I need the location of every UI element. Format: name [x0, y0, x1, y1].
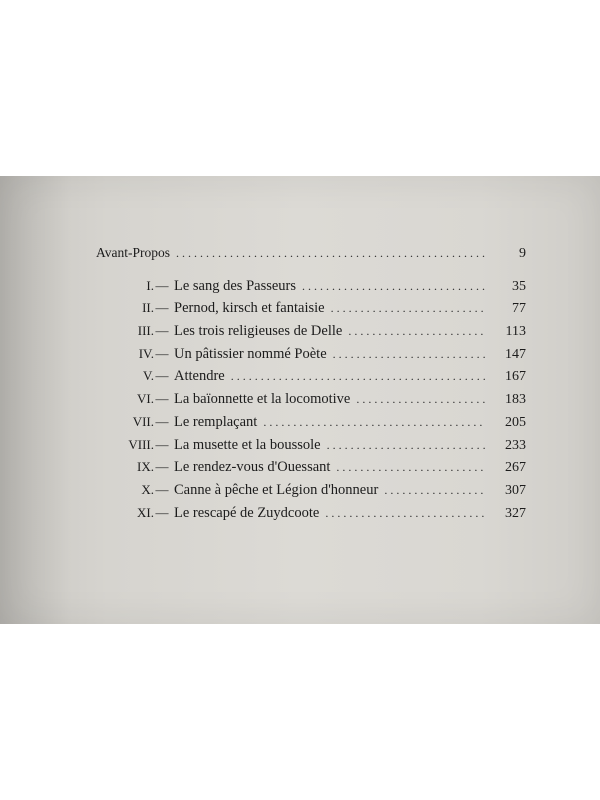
toc-row-6: [96, 388, 526, 411]
chapter-title: Le remplaçant: [174, 413, 258, 430]
chapter-dash: —: [155, 277, 169, 293]
dot-leader: [176, 242, 486, 265]
chapter-dash: —: [155, 368, 169, 384]
toc-row-3: [96, 320, 526, 343]
chapter-number: I.: [146, 277, 154, 293]
chapter-number: IX.: [137, 459, 154, 475]
chapter-page: 147: [505, 346, 526, 362]
chapter-title: Un pâtissier nommé Poète: [174, 345, 327, 362]
dot-leader: [331, 297, 486, 320]
chapter-page: 233: [505, 437, 526, 453]
dot-leader: [384, 479, 486, 502]
chapter-page: 113: [505, 324, 526, 340]
chapter-page: 205: [505, 414, 526, 430]
chapter-title: Le rescapé de Zuydcoote: [174, 504, 320, 521]
toc-intro-title: Avant-Propos: [96, 245, 170, 260]
dot-leader: [263, 411, 486, 434]
chapter-page: 35: [512, 278, 526, 294]
toc-row-9: [96, 456, 526, 479]
chapter-title: La musette et la boussole: [174, 436, 321, 453]
dot-leader: [333, 343, 486, 366]
chapter-title: Les trois religieuses de Delle: [174, 323, 343, 340]
chapter-dash: —: [155, 413, 169, 429]
chapter-dash: —: [155, 436, 169, 452]
dot-leader: [348, 320, 486, 343]
chapter-number: VI.: [137, 391, 154, 407]
chapter-number: XI.: [137, 504, 154, 520]
toc-row-10: [96, 479, 526, 502]
chapter-page: 183: [505, 392, 526, 408]
chapter-title: Pernod, kirsch et fantaisie: [174, 300, 325, 317]
chapter-dash: —: [155, 459, 169, 475]
chapter-number: X.: [141, 481, 154, 497]
toc-row-7: [96, 411, 526, 434]
chapter-title: Attendre: [174, 368, 225, 385]
toc-row-1: [96, 275, 526, 298]
chapter-title: La baïonnette et la locomotive: [174, 391, 351, 408]
chapter-title: Le rendez-vous d'Ouessant: [174, 459, 331, 476]
chapter-title: Canne à pêche et Légion d'honneur: [174, 481, 379, 498]
toc-intro-row: [96, 242, 526, 265]
chapter-number: VII.: [132, 413, 154, 429]
toc-row-2: [96, 297, 526, 320]
toc-row-5: [96, 365, 526, 388]
chapter-dash: —: [155, 345, 169, 361]
toc-intro-page: 9: [519, 246, 526, 261]
chapter-number: II.: [142, 300, 154, 316]
dot-leader: [302, 275, 486, 298]
chapter-dash: —: [155, 481, 169, 497]
toc-row-4: [96, 343, 526, 366]
chapter-page: 267: [505, 460, 526, 476]
chapter-page: 327: [505, 505, 526, 521]
dot-leader: [327, 434, 486, 457]
dot-leader: [325, 502, 486, 525]
table-of-contents: [96, 242, 526, 524]
dot-leader: [231, 365, 486, 388]
page-gutter-shadow: [0, 176, 70, 624]
chapter-page: 307: [505, 482, 526, 498]
dot-leader: [336, 456, 486, 479]
chapter-number: IV.: [138, 345, 154, 361]
toc-row-8: [96, 434, 526, 457]
chapter-page: 77: [512, 301, 526, 317]
chapter-title: Le sang des Passeurs: [174, 277, 297, 294]
chapter-dash: —: [155, 323, 169, 339]
chapter-dash: —: [155, 504, 169, 520]
chapter-number: V.: [143, 368, 154, 384]
chapter-number: III.: [137, 323, 154, 339]
toc-row-11: [96, 502, 526, 525]
chapter-dash: —: [155, 391, 169, 407]
book-page: [0, 176, 600, 624]
chapter-dash: —: [155, 300, 169, 316]
chapter-number: VIII.: [128, 436, 154, 452]
chapter-page: 167: [505, 369, 526, 385]
dot-leader: [356, 388, 486, 411]
